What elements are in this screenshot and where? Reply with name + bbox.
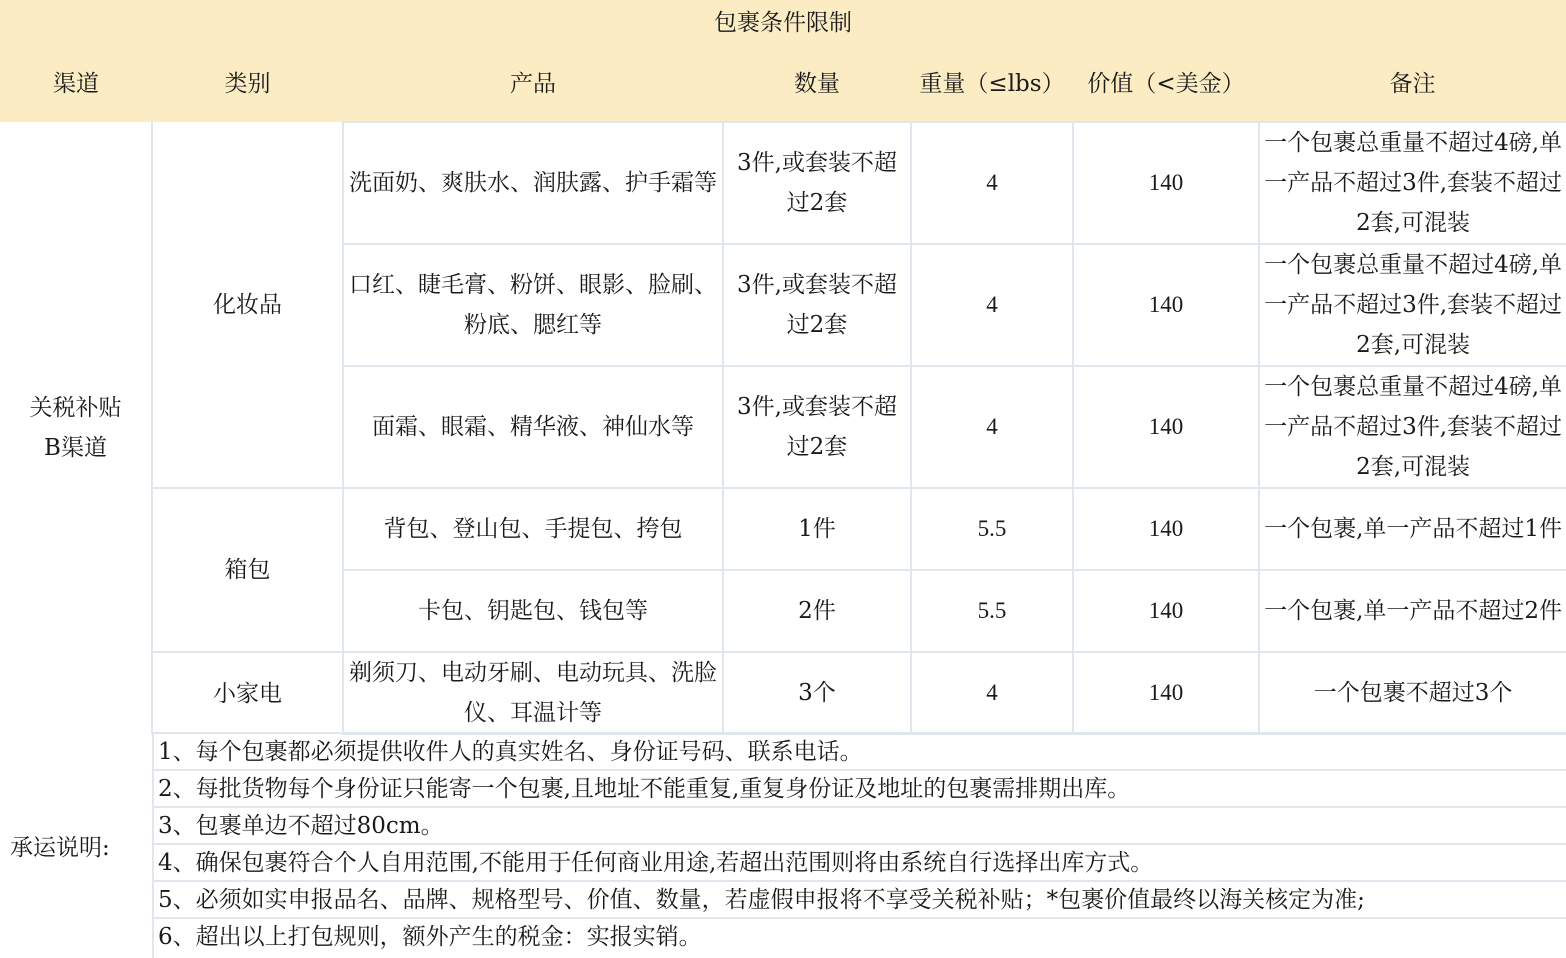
remark-cell: 一个包裹总重量不超过4磅,单一产品不超过3件,套装不超过2套,可混装 bbox=[1259, 122, 1566, 244]
channel-cell: 关税补贴B渠道 bbox=[0, 122, 152, 734]
quantity-cell: 1件 bbox=[723, 488, 911, 570]
product-cell: 卡包、钥匙包、钱包等 bbox=[343, 570, 723, 652]
quantity-cell: 3件,或套装不超过2套 bbox=[723, 122, 911, 244]
quantity-cell: 3个 bbox=[723, 652, 911, 734]
value-cell: 140 bbox=[1073, 652, 1259, 734]
table-row bbox=[0, 488, 1566, 570]
remark-cell: 一个包裹总重量不超过4磅,单一产品不超过3件,套装不超过2套,可混装 bbox=[1259, 366, 1566, 488]
weight-cell: 5.5 bbox=[911, 570, 1073, 652]
shipping-notes bbox=[0, 732, 1566, 958]
remark-cell: 一个包裹,单一产品不超过2件 bbox=[1259, 570, 1566, 652]
note-line-2: 2、每批货物每个身份证只能寄一个包裹,且地址不能重复,重复身份证及地址的包裹需排期出库。 bbox=[154, 769, 1566, 806]
remark-cell: 一个包裹不超过3个 bbox=[1259, 652, 1566, 734]
table-title: 包裹条件限制 bbox=[0, 0, 1566, 46]
note-line-4: 4、确保包裹符合个人自用范围,不能用于任何商业用途,若超出范围则将由系统自行选择出库方式。 bbox=[154, 843, 1566, 880]
weight-cell: 4 bbox=[911, 652, 1073, 734]
value-cell: 140 bbox=[1073, 488, 1259, 570]
value-cell: 140 bbox=[1073, 570, 1259, 652]
weight-cell: 4 bbox=[911, 244, 1073, 366]
weight-cell: 4 bbox=[911, 366, 1073, 488]
weight-cell: 4 bbox=[911, 122, 1073, 244]
header-weight: 重量（≤lbs） bbox=[911, 46, 1073, 122]
note-line-5: 5、必须如实申报品名、品牌、规格型号、价值、数量，若虚假申报将不享受关税补贴；*包裹价值最终以海关核定为准; bbox=[154, 880, 1566, 917]
quantity-cell: 2件 bbox=[723, 570, 911, 652]
product-cell: 背包、登山包、手提包、挎包 bbox=[343, 488, 723, 570]
product-cell: 面霜、眼霜、精华液、神仙水等 bbox=[343, 366, 723, 488]
value-cell: 140 bbox=[1073, 366, 1259, 488]
category-appliances: 小家电 bbox=[152, 652, 343, 734]
product-cell: 洗面奶、爽肤水、润肤露、护手霜等 bbox=[343, 122, 723, 244]
table-row bbox=[0, 652, 1566, 734]
quantity-cell: 3件,或套装不超过2套 bbox=[723, 244, 911, 366]
header-value: 价值（<美金） bbox=[1073, 46, 1259, 122]
header-product: 产品 bbox=[343, 46, 723, 122]
remark-cell: 一个包裹,单一产品不超过1件 bbox=[1259, 488, 1566, 570]
header-quantity: 数量 bbox=[723, 46, 911, 122]
note-line-3: 3、包裹单边不超过80cm。 bbox=[154, 806, 1566, 843]
table-row bbox=[0, 122, 1566, 244]
product-cell: 剃须刀、电动牙刷、电动玩具、洗脸仪、耳温计等 bbox=[343, 652, 723, 734]
notes-label: 承运说明: bbox=[10, 834, 110, 861]
note-line-1: 1、每个包裹都必须提供收件人的真实姓名、身份证号码、联系电话。 bbox=[154, 732, 1566, 769]
weight-cell: 5.5 bbox=[911, 488, 1073, 570]
header-category: 类别 bbox=[152, 46, 343, 122]
product-cell: 口红、睫毛膏、粉饼、眼影、脸刷、粉底、腮红等 bbox=[343, 244, 723, 366]
remark-cell: 一个包裹总重量不超过4磅,单一产品不超过3件,套装不超过2套,可混装 bbox=[1259, 244, 1566, 366]
header-row bbox=[0, 46, 1566, 122]
value-cell: 140 bbox=[1073, 122, 1259, 244]
note-line-6: 6、超出以上打包规则，额外产生的税金：实报实销。 bbox=[154, 917, 1566, 954]
header-channel: 渠道 bbox=[0, 46, 152, 122]
category-cosmetics: 化妆品 bbox=[152, 122, 343, 488]
value-cell: 140 bbox=[1073, 244, 1259, 366]
quantity-cell: 3件,或套装不超过2套 bbox=[723, 366, 911, 488]
header-remark: 备注 bbox=[1259, 46, 1566, 122]
category-bags: 箱包 bbox=[152, 488, 343, 652]
